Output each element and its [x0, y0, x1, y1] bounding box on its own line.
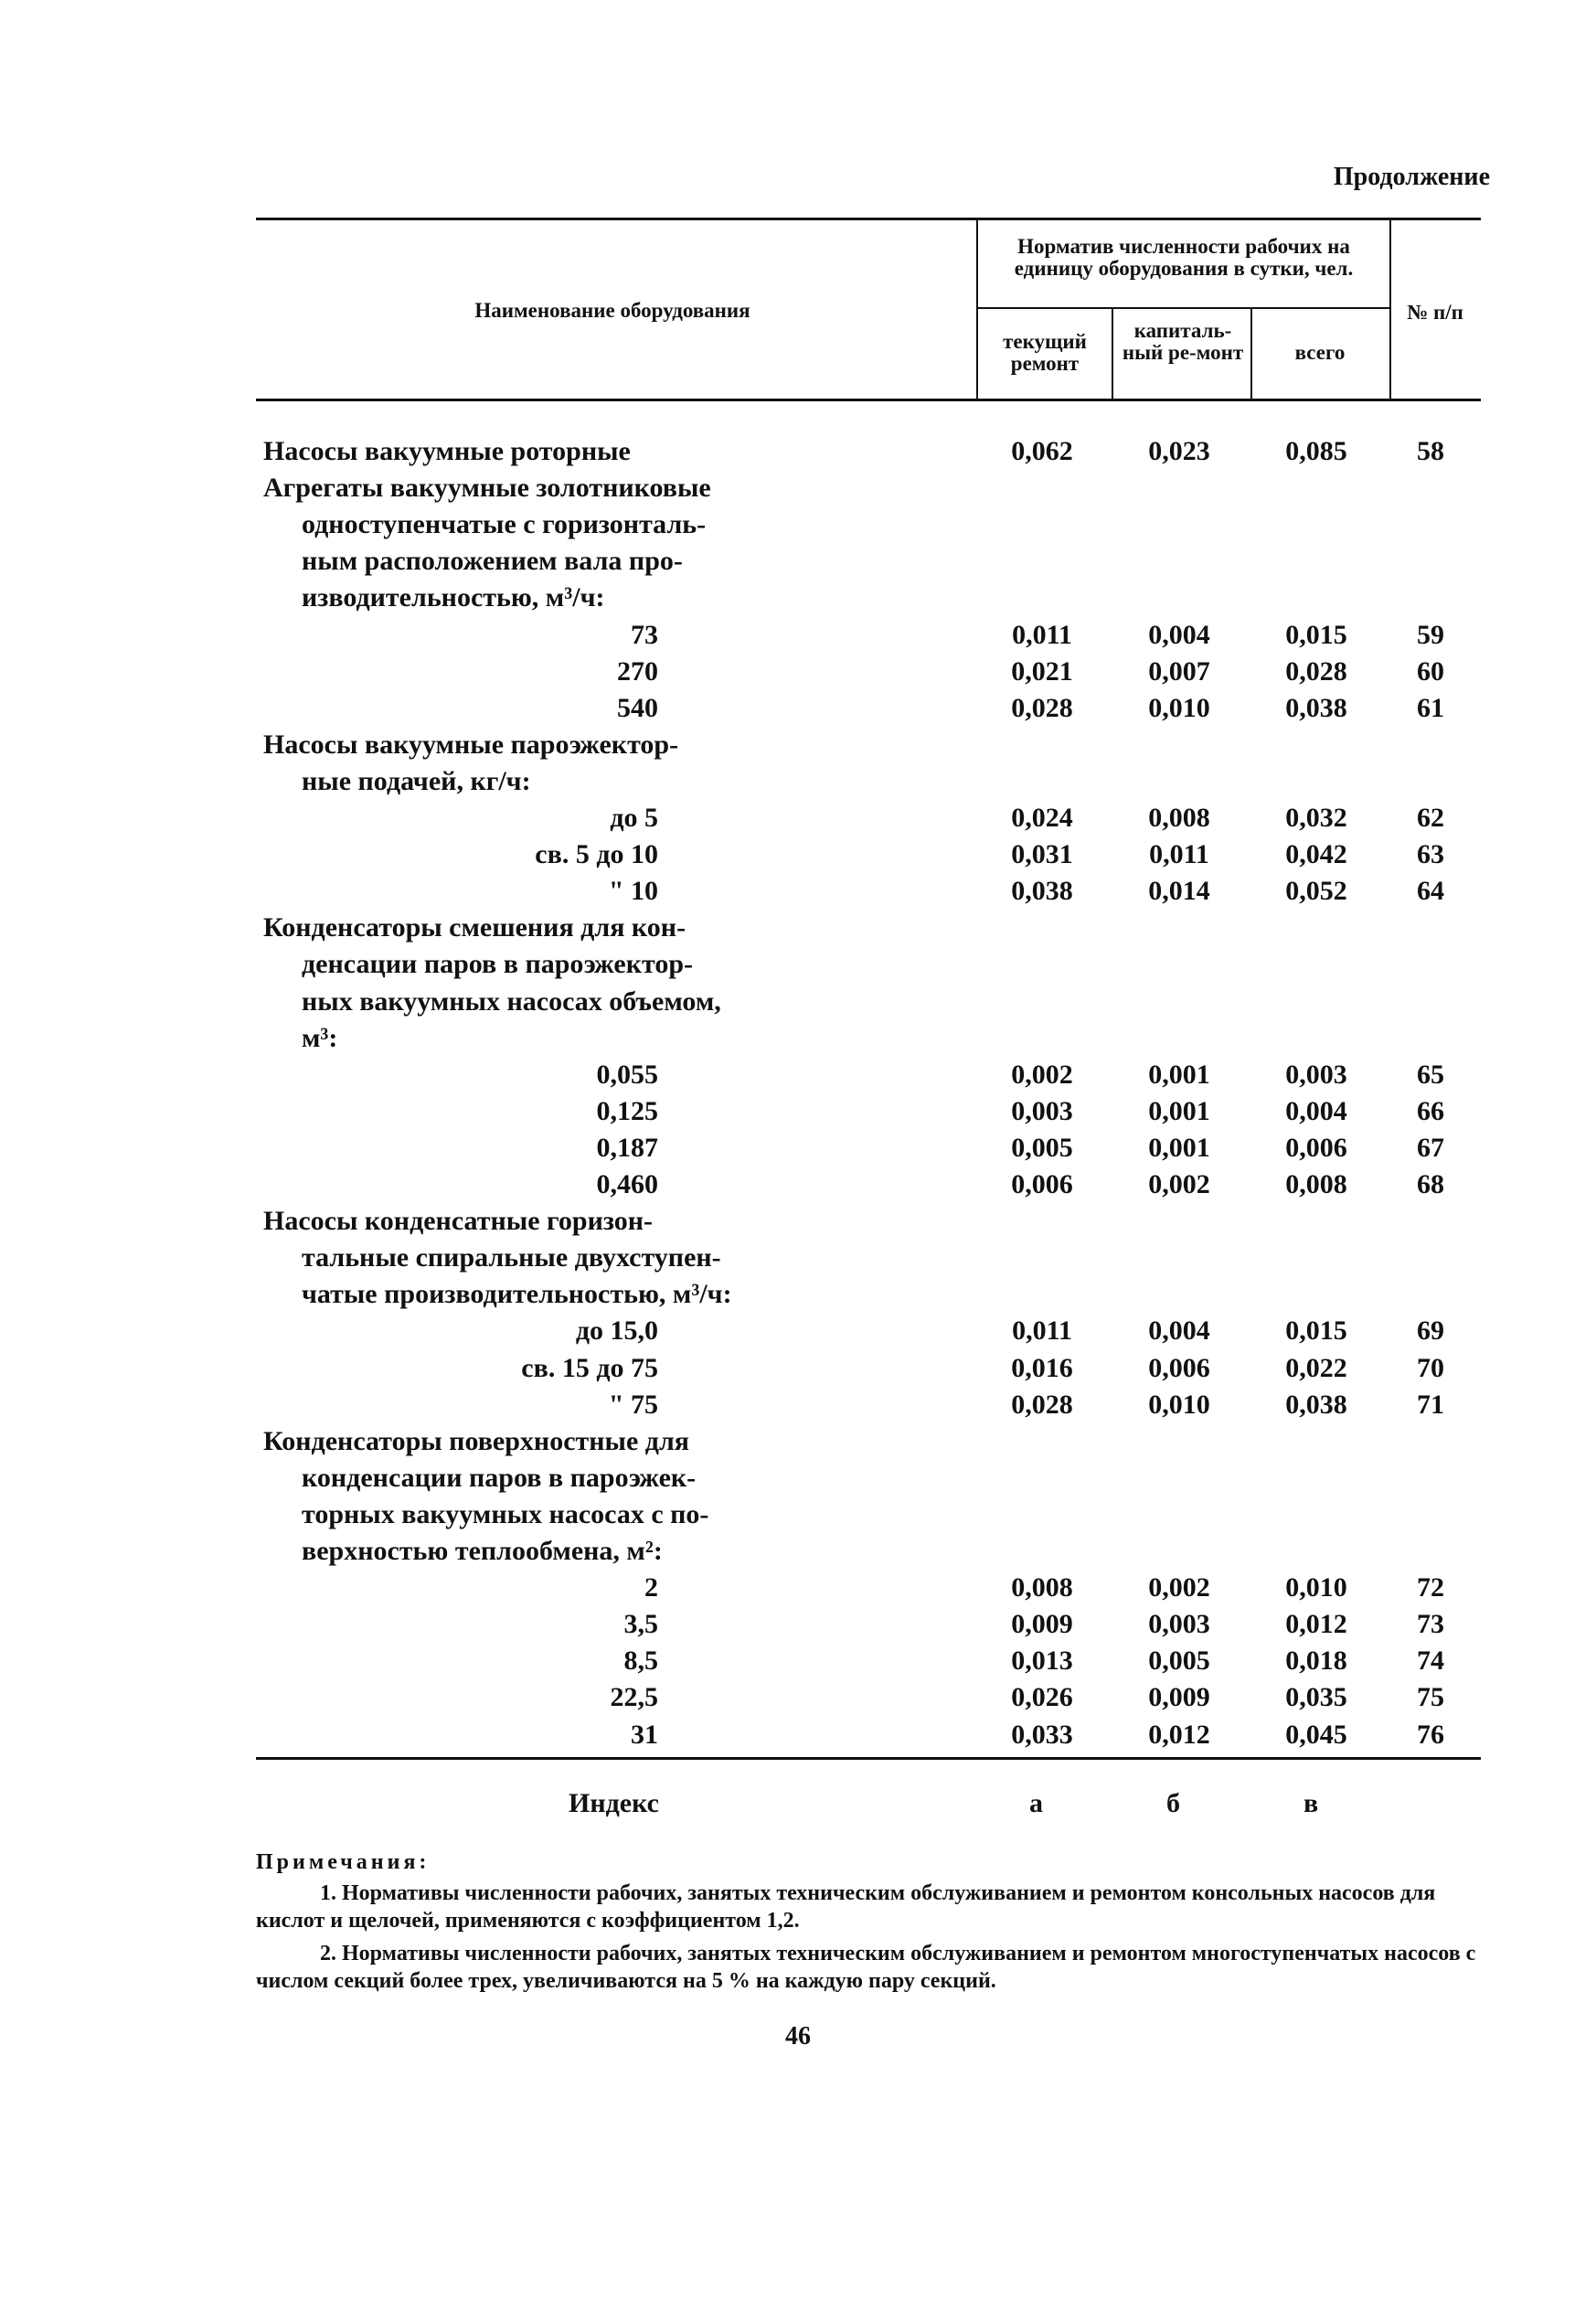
cell-current-repair: 0,011 — [1012, 1315, 1072, 1346]
cell-current-repair: 0,024 — [1011, 803, 1073, 833]
cell-total: 0,038 — [1285, 693, 1347, 723]
table-top-rule — [256, 218, 1481, 220]
cell-current-repair: 0,006 — [1011, 1169, 1073, 1199]
cell-capital-repair: 0,006 — [1148, 1353, 1210, 1383]
continuation-label: Продолжение — [1333, 163, 1490, 191]
cell-capital-repair: 0,023 — [1148, 436, 1210, 466]
header-subrule — [976, 307, 1389, 309]
cell-total: 0,012 — [1285, 1609, 1347, 1639]
cell-current-repair: 0,005 — [1011, 1133, 1073, 1163]
cell-total: 0,085 — [1285, 436, 1347, 466]
cell-total: 0,006 — [1285, 1133, 1347, 1163]
header-total: всего — [1294, 341, 1346, 364]
cell-capital-repair: 0,011 — [1149, 839, 1209, 869]
cell-row-number: 58 — [1417, 436, 1444, 466]
table-row — [0, 617, 1596, 654]
table-row — [0, 1460, 1596, 1497]
cell-current-repair: 0,011 — [1012, 620, 1072, 650]
table-row — [0, 433, 1596, 470]
table-row — [0, 1717, 1596, 1753]
table-row — [0, 1166, 1596, 1203]
header-capital-repair: капиталь-ный ре-монт — [1122, 319, 1244, 364]
cell-capital-repair: 0,010 — [1148, 693, 1210, 723]
cell-capital-repair: 0,001 — [1148, 1133, 1210, 1163]
row-label: Конденсаторы смешения для кон- — [263, 912, 686, 943]
row-parameter: " 75 — [608, 1390, 658, 1420]
table-row — [0, 1020, 1596, 1057]
cell-row-number: 68 — [1417, 1169, 1444, 1199]
cell-row-number: 73 — [1417, 1609, 1444, 1639]
cell-current-repair: 0,038 — [1011, 876, 1073, 906]
row-parameter: 8,5 — [623, 1646, 658, 1676]
page-number: 46 — [785, 2022, 811, 2050]
row-label: торных вакуумных насосах с по- — [302, 1499, 709, 1529]
table-bottom-rule — [256, 1757, 1481, 1760]
table-header-bottom-rule — [256, 399, 1481, 401]
row-parameter: 0,460 — [596, 1169, 658, 1199]
cell-current-repair: 0,002 — [1011, 1060, 1073, 1090]
header-divider — [1389, 219, 1391, 399]
cell-capital-repair: 0,001 — [1148, 1060, 1210, 1090]
table-row — [0, 836, 1596, 873]
table-row — [0, 506, 1596, 543]
table-row — [0, 1203, 1596, 1240]
table-row — [0, 1497, 1596, 1533]
table-row — [0, 1570, 1596, 1606]
cell-capital-repair: 0,004 — [1148, 620, 1210, 650]
index-label: Индекс — [569, 1788, 659, 1818]
table-row — [0, 800, 1596, 836]
table-row — [0, 727, 1596, 763]
cell-capital-repair: 0,014 — [1148, 876, 1210, 906]
header-divider — [1112, 309, 1113, 399]
cell-capital-repair: 0,001 — [1148, 1096, 1210, 1126]
cell-capital-repair: 0,004 — [1148, 1315, 1210, 1346]
cell-row-number: 76 — [1417, 1720, 1444, 1750]
notes-title: Примечания: — [256, 1850, 431, 1874]
row-parameter: 22,5 — [610, 1682, 658, 1712]
cell-capital-repair: 0,007 — [1148, 656, 1210, 687]
cell-capital-repair: 0,008 — [1148, 803, 1210, 833]
row-label: ных вакуумных насосах объемом, — [302, 986, 721, 1017]
row-parameter: 0,125 — [596, 1096, 658, 1126]
cell-current-repair: 0,028 — [1011, 693, 1073, 723]
row-label: ным расположением вала про- — [302, 546, 683, 576]
table-row — [0, 1350, 1596, 1387]
table-row — [0, 1130, 1596, 1166]
cell-total: 0,015 — [1285, 1315, 1347, 1346]
note-1: 1. Нормативы численности рабочих, занятых техническим обслуживанием и ремонтом консольных насосов для кислот и щелочей, применяются с коэффициентом 1,2. — [256, 1881, 1436, 1933]
cell-current-repair: 0,062 — [1011, 436, 1073, 466]
header-divider — [976, 219, 978, 399]
cell-capital-repair: 0,009 — [1148, 1682, 1210, 1712]
table-row — [0, 1240, 1596, 1276]
cell-current-repair: 0,033 — [1011, 1720, 1073, 1750]
table-row — [0, 1313, 1596, 1349]
cell-total: 0,010 — [1285, 1572, 1347, 1603]
row-label: Насосы вакуумные пароэжектор- — [263, 730, 679, 760]
cell-current-repair: 0,008 — [1011, 1572, 1073, 1603]
cell-row-number: 70 — [1417, 1353, 1444, 1383]
cell-row-number: 69 — [1417, 1315, 1444, 1346]
cell-total: 0,045 — [1285, 1720, 1347, 1750]
row-parameter: 2 — [644, 1572, 658, 1603]
table-row — [0, 690, 1596, 727]
row-parameter: 270 — [617, 656, 658, 687]
table-row — [0, 910, 1596, 946]
row-label: тальные спиральные двухступен- — [302, 1242, 721, 1273]
cell-current-repair: 0,021 — [1011, 656, 1073, 687]
row-parameter: до 15,0 — [575, 1315, 658, 1346]
table-row — [0, 580, 1596, 616]
table-row — [0, 984, 1596, 1020]
cell-total: 0,035 — [1285, 1682, 1347, 1712]
table-row — [0, 1423, 1596, 1460]
table-row — [0, 763, 1596, 800]
index-a: а — [1029, 1788, 1043, 1818]
table-row — [0, 1057, 1596, 1093]
row-parameter: 31 — [631, 1720, 658, 1750]
cell-current-repair: 0,013 — [1011, 1646, 1073, 1676]
cell-total: 0,015 — [1285, 620, 1347, 650]
header-equipment-name: Наименование оборудования — [474, 299, 750, 322]
table-row — [0, 543, 1596, 580]
cell-current-repair: 0,009 — [1011, 1609, 1073, 1639]
cell-current-repair: 0,031 — [1011, 839, 1073, 869]
table-row — [0, 1643, 1596, 1679]
row-label: Конденсаторы поверхностные для — [263, 1426, 690, 1456]
table-row — [0, 654, 1596, 690]
row-parameter: св. 15 до 75 — [521, 1353, 658, 1383]
row-label: ные подачей, кг/ч: — [302, 766, 531, 796]
table-row — [0, 1606, 1596, 1643]
cell-total: 0,038 — [1285, 1390, 1347, 1420]
table-row — [0, 1276, 1596, 1313]
cell-row-number: 72 — [1417, 1572, 1444, 1603]
cell-row-number: 60 — [1417, 656, 1444, 687]
cell-total: 0,018 — [1285, 1646, 1347, 1676]
table-row — [0, 1533, 1596, 1570]
cell-row-number: 75 — [1417, 1682, 1444, 1712]
row-label: денсации паров в пароэжектор- — [302, 949, 694, 979]
header-divider — [1250, 309, 1252, 399]
row-label: верхностью теплообмена, м²: — [302, 1536, 663, 1566]
cell-current-repair: 0,026 — [1011, 1682, 1073, 1712]
row-parameter: до 5 — [610, 803, 658, 833]
table-row — [0, 946, 1596, 983]
cell-total: 0,052 — [1285, 876, 1347, 906]
row-parameter: " 10 — [608, 876, 658, 906]
cell-capital-repair: 0,005 — [1148, 1646, 1210, 1676]
cell-row-number: 59 — [1417, 620, 1444, 650]
table-row — [0, 1093, 1596, 1130]
cell-total: 0,003 — [1285, 1060, 1347, 1090]
cell-capital-repair: 0,002 — [1148, 1169, 1210, 1199]
row-label: Агрегаты вакуумные золотниковые — [263, 473, 711, 503]
cell-capital-repair: 0,012 — [1148, 1720, 1210, 1750]
row-label: изводительностью, м³/ч: — [302, 582, 605, 612]
cell-row-number: 65 — [1417, 1060, 1444, 1090]
cell-row-number: 61 — [1417, 693, 1444, 723]
cell-row-number: 63 — [1417, 839, 1444, 869]
cell-capital-repair: 0,003 — [1148, 1609, 1210, 1639]
cell-total: 0,042 — [1285, 839, 1347, 869]
row-label: конденсации паров в пароэжек- — [302, 1463, 697, 1493]
row-label: м³: — [302, 1023, 338, 1053]
table-row — [0, 470, 1596, 506]
row-parameter: 0,055 — [596, 1060, 658, 1090]
cell-total: 0,028 — [1285, 656, 1347, 687]
cell-row-number: 64 — [1417, 876, 1444, 906]
row-parameter: 540 — [617, 693, 658, 723]
table-row — [0, 1679, 1596, 1716]
header-row-number: № п/п — [1407, 301, 1463, 324]
header-norm-group: Норматив численности рабочих на единицу оборудования в сутки, чел. — [1014, 235, 1354, 280]
row-label: Насосы конденсатные горизон- — [263, 1206, 654, 1236]
cell-total: 0,032 — [1285, 803, 1347, 833]
index-c: в — [1303, 1788, 1319, 1818]
row-parameter: 3,5 — [623, 1609, 658, 1639]
row-label: чатые производительностью, м³/ч: — [302, 1279, 732, 1309]
row-label: Насосы вакуумные роторные — [263, 436, 631, 466]
row-parameter: св. 5 до 10 — [535, 839, 658, 869]
index-b: б — [1166, 1788, 1180, 1818]
cell-row-number: 62 — [1417, 803, 1444, 833]
cell-current-repair: 0,016 — [1011, 1353, 1073, 1383]
header-current-repair: текущий ремонт — [1003, 330, 1087, 375]
cell-row-number: 67 — [1417, 1133, 1444, 1163]
row-parameter: 73 — [631, 620, 658, 650]
row-parameter: 0,187 — [596, 1133, 658, 1163]
cell-total: 0,022 — [1285, 1353, 1347, 1383]
cell-capital-repair: 0,010 — [1148, 1390, 1210, 1420]
cell-row-number: 74 — [1417, 1646, 1444, 1676]
cell-row-number: 71 — [1417, 1390, 1444, 1420]
cell-current-repair: 0,003 — [1011, 1096, 1073, 1126]
cell-capital-repair: 0,002 — [1148, 1572, 1210, 1603]
table-row — [0, 873, 1596, 910]
table-row — [0, 1387, 1596, 1423]
row-label: одноступенчатые с горизонталь- — [302, 509, 707, 539]
cell-row-number: 66 — [1417, 1096, 1444, 1126]
cell-total: 0,008 — [1285, 1169, 1347, 1199]
cell-current-repair: 0,028 — [1011, 1390, 1073, 1420]
note-2: 2. Нормативы численности рабочих, занятых техническим обслуживанием и ремонтом многоступенчатых насосов с числом секций более трех, увеличиваются на 5 % на каждую пару секций. — [256, 1942, 1476, 1993]
cell-total: 0,004 — [1285, 1096, 1347, 1126]
